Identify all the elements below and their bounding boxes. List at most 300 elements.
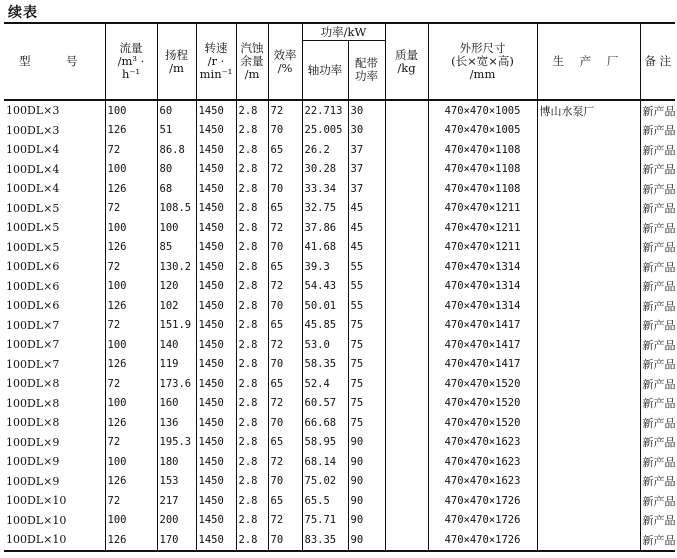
- table-body: [4, 100, 675, 551]
- cell-note: 新产品: [640, 296, 675, 316]
- cell-flow: 126: [105, 472, 157, 492]
- cell-note: 新产品: [640, 335, 675, 355]
- cell-note: 新产品: [640, 238, 675, 258]
- cell-flow: 72: [105, 433, 157, 453]
- table-header: [4, 23, 675, 100]
- cell-model: 100DL×4: [6, 182, 60, 196]
- cell-dimensions: 470×470×1623: [428, 472, 537, 492]
- cell-speed: 1450: [196, 511, 236, 531]
- cell-npsh: 2.8: [236, 413, 268, 433]
- cell-dimensions: 470×470×1623: [428, 433, 537, 453]
- table-row: [4, 218, 675, 238]
- cell-npsh: 2.8: [236, 218, 268, 238]
- cell-head: 217: [157, 491, 196, 511]
- cell-npsh: 2.8: [236, 121, 268, 141]
- cell-note: 新产品: [640, 413, 675, 433]
- cell-flow: 72: [105, 316, 157, 336]
- cell-flow: 100: [105, 335, 157, 355]
- cell-dimensions: 470×470×1314: [428, 296, 537, 316]
- cell-maker: [537, 472, 640, 492]
- cell-maker: [537, 257, 640, 277]
- cell-motor-power: 75: [348, 374, 385, 394]
- cell-head: 153: [157, 472, 196, 492]
- cell-npsh: 2.8: [236, 316, 268, 336]
- cell-head: 120: [157, 277, 196, 297]
- cell-head: 200: [157, 511, 196, 531]
- cell-shaft-power: 22.713: [302, 100, 348, 121]
- cell-speed: 1450: [196, 100, 236, 121]
- cell-model: 100DL×9: [6, 474, 60, 488]
- cell-npsh: 2.8: [236, 374, 268, 394]
- cell-model: 100DL×7: [6, 357, 60, 371]
- cell-flow: 72: [105, 199, 157, 219]
- cell-maker: [537, 121, 640, 141]
- header-dimensions: 外形尺寸 (长×宽×高) /mm: [428, 23, 537, 100]
- cell-mass: [385, 179, 428, 199]
- cell-efficiency: 72: [268, 335, 302, 355]
- cell-dimensions: 470×470×1520: [428, 413, 537, 433]
- cell-speed: 1450: [196, 140, 236, 160]
- cell-efficiency: 72: [268, 218, 302, 238]
- cell-model: 100DL×5: [6, 240, 60, 254]
- table-row: [4, 413, 675, 433]
- cell-flow: 72: [105, 257, 157, 277]
- cell-motor-power: 90: [348, 511, 385, 531]
- cell-motor-power: 90: [348, 530, 385, 551]
- cell-efficiency: 65: [268, 316, 302, 336]
- cell-note: 新产品: [640, 257, 675, 277]
- cell-motor-power: 37: [348, 140, 385, 160]
- cell-note: 新产品: [640, 433, 675, 453]
- cell-head: 60: [157, 100, 196, 121]
- cell-shaft-power: 54.43: [302, 277, 348, 297]
- cell-speed: 1450: [196, 413, 236, 433]
- cell-shaft-power: 66.68: [302, 413, 348, 433]
- cell-maker: [537, 335, 640, 355]
- cell-dimensions: 470×470×1726: [428, 511, 537, 531]
- header-flow: 流量 /m³ · h⁻¹: [105, 23, 157, 100]
- table-row: [4, 374, 675, 394]
- cell-shaft-power: 50.01: [302, 296, 348, 316]
- cell-speed: 1450: [196, 335, 236, 355]
- cell-maker: [537, 238, 640, 258]
- cell-speed: 1450: [196, 121, 236, 141]
- cell-efficiency: 65: [268, 199, 302, 219]
- cell-shaft-power: 65.5: [302, 491, 348, 511]
- cell-efficiency: 65: [268, 433, 302, 453]
- header-efficiency: 效率 /%: [268, 23, 302, 100]
- cell-speed: 1450: [196, 160, 236, 180]
- table-row: [4, 316, 675, 336]
- table-row: [4, 160, 675, 180]
- cell-dimensions: 470×470×1417: [428, 316, 537, 336]
- cell-efficiency: 72: [268, 511, 302, 531]
- cell-maker: [537, 179, 640, 199]
- cell-shaft-power: 41.68: [302, 238, 348, 258]
- cell-npsh: 2.8: [236, 140, 268, 160]
- cell-flow: 72: [105, 140, 157, 160]
- cell-flow: 100: [105, 394, 157, 414]
- table-row: [4, 140, 675, 160]
- cell-head: 180: [157, 452, 196, 472]
- cell-maker: [537, 433, 640, 453]
- cell-speed: 1450: [196, 452, 236, 472]
- cell-head: 151.9: [157, 316, 196, 336]
- cell-mass: [385, 491, 428, 511]
- cell-maker: [537, 296, 640, 316]
- cell-maker: [537, 374, 640, 394]
- cell-npsh: 2.8: [236, 335, 268, 355]
- cell-motor-power: 75: [348, 316, 385, 336]
- cell-shaft-power: 33.34: [302, 179, 348, 199]
- cell-model: 100DL×5: [6, 201, 60, 215]
- cell-mass: [385, 257, 428, 277]
- cell-model: 100DL×10: [6, 494, 67, 508]
- cell-efficiency: 72: [268, 394, 302, 414]
- cell-motor-power: 90: [348, 472, 385, 492]
- cell-motor-power: 90: [348, 452, 385, 472]
- cell-maker: [537, 199, 640, 219]
- cell-npsh: 2.8: [236, 394, 268, 414]
- cell-note: 新产品: [640, 355, 675, 375]
- cell-dimensions: 470×470×1417: [428, 335, 537, 355]
- cell-npsh: 2.8: [236, 179, 268, 199]
- cell-head: 140: [157, 335, 196, 355]
- table-row: [4, 199, 675, 219]
- cell-flow: 72: [105, 491, 157, 511]
- cell-dimensions: 470×470×1211: [428, 238, 537, 258]
- cell-npsh: 2.8: [236, 199, 268, 219]
- cell-motor-power: 55: [348, 277, 385, 297]
- cell-motor-power: 37: [348, 179, 385, 199]
- cell-head: 86.8: [157, 140, 196, 160]
- cell-flow: 100: [105, 218, 157, 238]
- cell-shaft-power: 45.85: [302, 316, 348, 336]
- cell-maker: [537, 355, 640, 375]
- cell-maker: [537, 218, 640, 238]
- cell-flow: 126: [105, 121, 157, 141]
- cell-mass: [385, 277, 428, 297]
- cell-shaft-power: 30.28: [302, 160, 348, 180]
- cell-shaft-power: 68.14: [302, 452, 348, 472]
- cell-maker: [537, 452, 640, 472]
- cell-maker: [537, 413, 640, 433]
- cell-efficiency: 72: [268, 160, 302, 180]
- cell-maker: [537, 316, 640, 336]
- cell-model: 100DL×7: [6, 318, 60, 332]
- cell-efficiency: 70: [268, 179, 302, 199]
- cell-flow: 100: [105, 277, 157, 297]
- cell-mass: [385, 452, 428, 472]
- cell-efficiency: 72: [268, 452, 302, 472]
- header-mass: 质量 /kg: [385, 23, 428, 100]
- cell-dimensions: 470×470×1314: [428, 257, 537, 277]
- cell-maker: 博山水泵厂: [537, 100, 640, 121]
- cell-head: 85: [157, 238, 196, 258]
- cell-dimensions: 470×470×1108: [428, 140, 537, 160]
- cell-note: 新产品: [640, 100, 675, 121]
- cell-mass: [385, 316, 428, 336]
- cell-note: 新产品: [640, 452, 675, 472]
- cell-motor-power: 30: [348, 121, 385, 141]
- cell-mass: [385, 433, 428, 453]
- cell-head: 130.2: [157, 257, 196, 277]
- header-motor-power: 配带 功率: [348, 41, 385, 101]
- table-caption: 续表: [8, 5, 38, 21]
- cell-shaft-power: 60.57: [302, 394, 348, 414]
- table-row: [4, 491, 675, 511]
- cell-dimensions: 470×470×1211: [428, 218, 537, 238]
- cell-mass: [385, 335, 428, 355]
- cell-dimensions: 470×470×1726: [428, 491, 537, 511]
- cell-head: 136: [157, 413, 196, 433]
- cell-speed: 1450: [196, 179, 236, 199]
- cell-npsh: 2.8: [236, 530, 268, 551]
- cell-head: 51: [157, 121, 196, 141]
- cell-dimensions: 470×470×1005: [428, 121, 537, 141]
- cell-dimensions: 470×470×1520: [428, 394, 537, 414]
- cell-npsh: 2.8: [236, 277, 268, 297]
- cell-shaft-power: 52.4: [302, 374, 348, 394]
- cell-npsh: 2.8: [236, 257, 268, 277]
- cell-flow: 100: [105, 452, 157, 472]
- cell-dimensions: 470×470×1005: [428, 100, 537, 121]
- cell-flow: 126: [105, 413, 157, 433]
- cell-speed: 1450: [196, 238, 236, 258]
- cell-head: 195.3: [157, 433, 196, 453]
- cell-mass: [385, 100, 428, 121]
- cell-speed: 1450: [196, 296, 236, 316]
- header-model: 型 号: [4, 23, 105, 100]
- cell-efficiency: 65: [268, 374, 302, 394]
- cell-model: 100DL×6: [6, 299, 60, 313]
- cell-speed: 1450: [196, 491, 236, 511]
- cell-dimensions: 470×470×1417: [428, 355, 537, 375]
- cell-motor-power: 55: [348, 296, 385, 316]
- header-speed: 转速 /r · min⁻¹: [196, 23, 236, 100]
- cell-flow: 126: [105, 179, 157, 199]
- cell-motor-power: 90: [348, 433, 385, 453]
- cell-speed: 1450: [196, 199, 236, 219]
- table-row: [4, 472, 675, 492]
- cell-model: 100DL×9: [6, 455, 60, 469]
- cell-flow: 100: [105, 160, 157, 180]
- header-npsh: 汽蚀 余量 /m: [236, 23, 268, 100]
- cell-note: 新产品: [640, 277, 675, 297]
- cell-shaft-power: 25.005: [302, 121, 348, 141]
- cell-motor-power: 90: [348, 491, 385, 511]
- cell-mass: [385, 511, 428, 531]
- cell-efficiency: 70: [268, 296, 302, 316]
- cell-model: 100DL×7: [6, 338, 60, 352]
- cell-mass: [385, 296, 428, 316]
- cell-model: 100DL×10: [6, 513, 67, 527]
- cell-mass: [385, 413, 428, 433]
- cell-motor-power: 30: [348, 100, 385, 121]
- cell-shaft-power: 75.71: [302, 511, 348, 531]
- cell-dimensions: 470×470×1520: [428, 374, 537, 394]
- cell-note: 新产品: [640, 472, 675, 492]
- header-power-group: 功率/kW: [302, 23, 385, 41]
- cell-head: 119: [157, 355, 196, 375]
- cell-motor-power: 45: [348, 199, 385, 219]
- header-note: 备 注: [640, 23, 675, 100]
- cell-flow: 100: [105, 511, 157, 531]
- cell-speed: 1450: [196, 433, 236, 453]
- cell-shaft-power: 32.75: [302, 199, 348, 219]
- cell-model: 100DL×6: [6, 279, 60, 293]
- cell-maker: [537, 511, 640, 531]
- cell-efficiency: 70: [268, 530, 302, 551]
- cell-mass: [385, 374, 428, 394]
- cell-note: 新产品: [640, 374, 675, 394]
- cell-dimensions: 470×470×1108: [428, 160, 537, 180]
- cell-shaft-power: 26.2: [302, 140, 348, 160]
- cell-efficiency: 65: [268, 140, 302, 160]
- cell-speed: 1450: [196, 316, 236, 336]
- table-row: [4, 121, 675, 141]
- cell-mass: [385, 140, 428, 160]
- cell-model: 100DL×8: [6, 396, 60, 410]
- cell-model: 100DL×8: [6, 416, 60, 430]
- cell-flow: 126: [105, 238, 157, 258]
- cell-shaft-power: 83.35: [302, 530, 348, 551]
- cell-mass: [385, 355, 428, 375]
- pump-spec-table: [4, 22, 675, 552]
- cell-motor-power: 37: [348, 160, 385, 180]
- cell-note: 新产品: [640, 140, 675, 160]
- cell-model: 100DL×4: [6, 143, 60, 157]
- cell-model: 100DL×10: [4, 530, 105, 551]
- cell-flow: 126: [105, 355, 157, 375]
- cell-note: 新产品: [640, 218, 675, 238]
- table-row: [4, 277, 675, 297]
- cell-model: 100DL×5: [6, 221, 60, 235]
- cell-mass: [385, 472, 428, 492]
- cell-note: 新产品: [640, 179, 675, 199]
- cell-mass: [385, 530, 428, 551]
- table-row: [4, 452, 675, 472]
- cell-efficiency: 65: [268, 491, 302, 511]
- cell-note: 新产品: [640, 511, 675, 531]
- cell-note: 新产品: [640, 199, 675, 219]
- cell-npsh: 2.8: [236, 296, 268, 316]
- cell-npsh: 2.8: [236, 160, 268, 180]
- cell-npsh: 2.8: [236, 511, 268, 531]
- cell-efficiency: 72: [268, 277, 302, 297]
- cell-speed: 1450: [196, 530, 236, 551]
- cell-efficiency: 70: [268, 238, 302, 258]
- cell-speed: 1450: [196, 394, 236, 414]
- table-row: [4, 100, 675, 121]
- cell-model: 100DL×4: [6, 162, 60, 176]
- cell-shaft-power: 39.3: [302, 257, 348, 277]
- cell-npsh: 2.8: [236, 238, 268, 258]
- cell-speed: 1450: [196, 355, 236, 375]
- cell-flow: 126: [105, 296, 157, 316]
- cell-efficiency: 70: [268, 121, 302, 141]
- cell-efficiency: 65: [268, 257, 302, 277]
- cell-dimensions: 470×470×1211: [428, 199, 537, 219]
- table-row: [4, 257, 675, 277]
- cell-note: 新产品: [640, 160, 675, 180]
- cell-flow: 100: [105, 100, 157, 121]
- cell-head: 102: [157, 296, 196, 316]
- cell-npsh: 2.8: [236, 100, 268, 121]
- cell-efficiency: 70: [268, 472, 302, 492]
- cell-npsh: 2.8: [236, 491, 268, 511]
- cell-model: 100DL×3: [6, 123, 60, 137]
- table-row: [4, 296, 675, 316]
- cell-mass: [385, 394, 428, 414]
- table-row: [4, 530, 675, 551]
- cell-maker: [537, 491, 640, 511]
- cell-head: 170: [157, 530, 196, 551]
- cell-note: 新产品: [640, 394, 675, 414]
- cell-note: 新产品: [640, 530, 675, 551]
- cell-head: 160: [157, 394, 196, 414]
- cell-npsh: 2.8: [236, 433, 268, 453]
- cell-mass: [385, 121, 428, 141]
- cell-head: 80: [157, 160, 196, 180]
- cell-head: 68: [157, 179, 196, 199]
- cell-model: 100DL×6: [6, 260, 60, 274]
- cell-efficiency: 70: [268, 413, 302, 433]
- cell-motor-power: 45: [348, 218, 385, 238]
- table-row: [4, 433, 675, 453]
- cell-speed: 1450: [196, 472, 236, 492]
- cell-note: 新产品: [640, 491, 675, 511]
- cell-note: 新产品: [640, 316, 675, 336]
- header-maker: 生 产 厂: [537, 23, 640, 100]
- cell-dimensions: 470×470×1108: [428, 179, 537, 199]
- cell-speed: 1450: [196, 218, 236, 238]
- cell-efficiency: 72: [268, 100, 302, 121]
- header-shaft-power: 轴功率: [302, 41, 348, 101]
- cell-npsh: 2.8: [236, 355, 268, 375]
- table-row: [4, 335, 675, 355]
- cell-motor-power: 55: [348, 257, 385, 277]
- cell-speed: 1450: [196, 257, 236, 277]
- cell-npsh: 2.8: [236, 452, 268, 472]
- cell-maker: [537, 160, 640, 180]
- cell-maker: [537, 394, 640, 414]
- table-row: [4, 355, 675, 375]
- cell-shaft-power: 58.95: [302, 433, 348, 453]
- cell-mass: [385, 199, 428, 219]
- cell-model: 100DL×3: [6, 104, 60, 118]
- cell-shaft-power: 53.0: [302, 335, 348, 355]
- cell-speed: 1450: [196, 277, 236, 297]
- cell-head: 108.5: [157, 199, 196, 219]
- table-row: [4, 394, 675, 414]
- cell-maker: [537, 530, 640, 551]
- header-head: 扬程 /m: [157, 23, 196, 100]
- cell-motor-power: 75: [348, 413, 385, 433]
- cell-mass: [385, 218, 428, 238]
- cell-flow: 72: [105, 374, 157, 394]
- cell-head: 100: [157, 218, 196, 238]
- table-row: [4, 179, 675, 199]
- cell-mass: [385, 238, 428, 258]
- cell-motor-power: 75: [348, 355, 385, 375]
- cell-efficiency: 70: [268, 355, 302, 375]
- table-row: [4, 238, 675, 258]
- cell-model: 100DL×8: [6, 377, 60, 391]
- cell-maker: [537, 277, 640, 297]
- cell-dimensions: 470×470×1623: [428, 452, 537, 472]
- cell-dimensions: 470×470×1314: [428, 277, 537, 297]
